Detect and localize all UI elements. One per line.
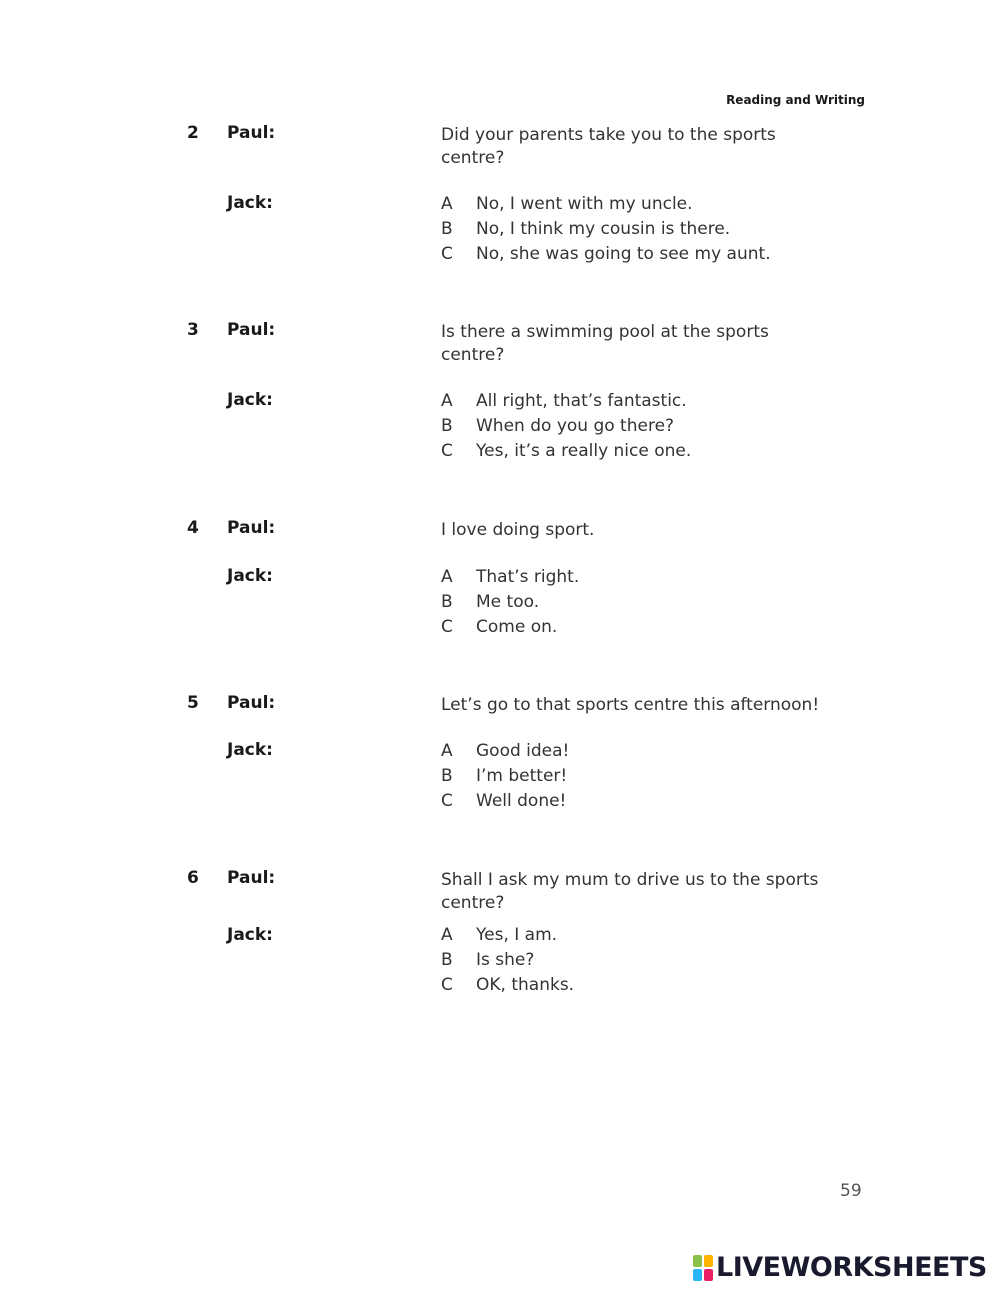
answer-options	[441, 923, 574, 998]
option-text: All right, that’s fantastic.	[476, 391, 687, 411]
option-c[interactable]	[441, 789, 569, 814]
option-letter: B	[441, 416, 453, 436]
prompt-text: Is there a swimming pool at the sports centre?	[441, 322, 769, 365]
answer-options	[441, 192, 771, 267]
option-letter: C	[441, 791, 453, 811]
option-letter: C	[441, 441, 453, 461]
option-b[interactable]	[441, 590, 579, 615]
prompt-text: Let’s go to that sports centre this afternoon!	[441, 695, 820, 715]
option-a[interactable]	[441, 739, 569, 764]
option-text: Me too.	[476, 592, 540, 612]
option-text: Good idea!	[476, 741, 570, 761]
option-c[interactable]	[441, 615, 579, 640]
option-a[interactable]	[441, 565, 579, 590]
question-number: 5	[187, 693, 199, 713]
option-letter: C	[441, 617, 453, 637]
speaker-paul: Paul:	[227, 868, 276, 888]
brand-name: LIVEWORKSHEETS	[716, 1252, 987, 1283]
option-letter: A	[441, 567, 453, 587]
speaker-paul: Paul:	[227, 123, 276, 143]
option-c[interactable]	[441, 439, 691, 464]
option-letter: B	[441, 219, 453, 239]
option-text: Yes, it’s a really nice one.	[476, 441, 692, 461]
option-letter: C	[441, 975, 453, 995]
question-number: 4	[187, 518, 199, 538]
option-a[interactable]	[441, 192, 771, 217]
option-letter: C	[441, 244, 453, 264]
option-text: No, I went with my uncle.	[476, 194, 693, 214]
option-c[interactable]	[441, 973, 574, 998]
option-text: OK, thanks.	[476, 975, 575, 995]
speaker-jack: Jack:	[227, 566, 273, 586]
prompt-text: Shall I ask my mum to drive us to the sports centre?	[441, 870, 819, 913]
question-number: 2	[187, 123, 199, 143]
prompt-text: Did your parents take you to the sports centre?	[441, 125, 776, 168]
option-b[interactable]	[441, 764, 569, 789]
option-b[interactable]	[441, 217, 771, 242]
question-number: 6	[187, 868, 199, 888]
option-text: Well done!	[476, 791, 567, 811]
answer-options	[441, 389, 691, 464]
option-text: When do you go there?	[476, 416, 675, 436]
speaker-paul: Paul:	[227, 693, 276, 713]
option-letter: B	[441, 950, 453, 970]
option-letter: A	[441, 391, 453, 411]
option-text: That’s right.	[476, 567, 580, 587]
speaker-jack: Jack:	[227, 740, 273, 760]
option-text: No, she was going to see my aunt.	[476, 244, 771, 264]
option-letter: B	[441, 766, 453, 786]
option-text: No, I think my cousin is there.	[476, 219, 731, 239]
option-a[interactable]	[441, 389, 691, 414]
prompt-text: I love doing sport.	[441, 520, 595, 540]
question-number: 3	[187, 320, 199, 340]
speaker-jack: Jack:	[227, 925, 273, 945]
option-c[interactable]	[441, 242, 771, 267]
live-logo-icon	[693, 1255, 713, 1281]
option-b[interactable]	[441, 414, 691, 439]
speaker-paul: Paul:	[227, 518, 276, 538]
option-text: Is she?	[476, 950, 535, 970]
answer-options	[441, 565, 579, 640]
option-letter: A	[441, 925, 453, 945]
option-text: I’m better!	[476, 766, 568, 786]
option-text: Yes, I am.	[476, 925, 558, 945]
answer-options	[441, 739, 569, 814]
option-a[interactable]	[441, 923, 574, 948]
page-number: 59	[840, 1181, 862, 1201]
option-letter: A	[441, 194, 453, 214]
option-text: Come on.	[476, 617, 558, 637]
option-letter: A	[441, 741, 453, 761]
option-b[interactable]	[441, 948, 574, 973]
speaker-jack: Jack:	[227, 193, 273, 213]
liveworksheets-logo	[693, 1252, 987, 1283]
option-letter: B	[441, 592, 453, 612]
speaker-paul: Paul:	[227, 320, 276, 340]
speaker-jack: Jack:	[227, 390, 273, 410]
section-title: Reading and Writing	[726, 93, 865, 107]
